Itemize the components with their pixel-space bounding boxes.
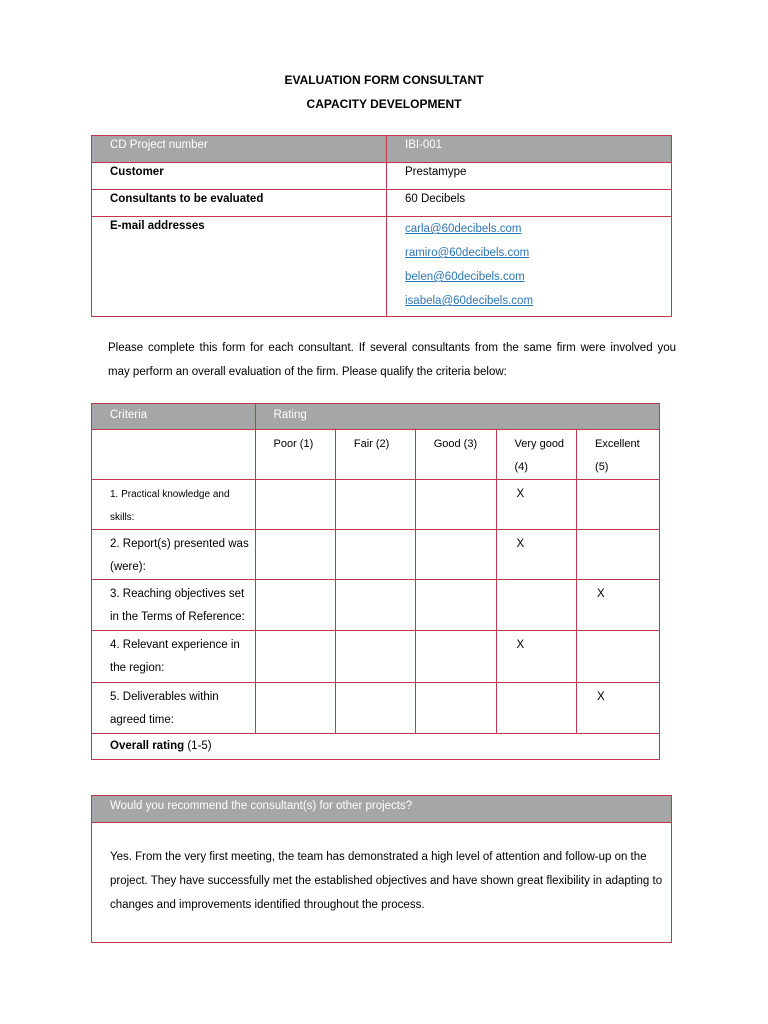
- email-link-ramiro[interactable]: ramiro@60decibels.com: [405, 247, 530, 259]
- project-number-label: CD Project number: [92, 136, 387, 163]
- instructions-line: Please complete this form for each consultant. If several consultants from the same firm were involved you: [108, 342, 676, 354]
- email-label: E-mail addresses: [92, 217, 387, 317]
- criterion-label: 3. Reaching objectives set in the Terms of Reference:: [92, 580, 256, 631]
- project-number-value: IBI-001: [387, 136, 672, 163]
- table-row: [92, 683, 660, 734]
- criterion-label: 1. Practical knowledge and skills:: [92, 480, 256, 530]
- table-row: [92, 530, 660, 580]
- email-link-belen[interactable]: belen@60decibels.com: [405, 271, 525, 283]
- rating-header: Rating: [255, 404, 659, 430]
- consultants-label: Consultants to be evaluated: [92, 190, 387, 217]
- rating-mark: X: [496, 631, 577, 683]
- col-excellent: Excellent (5): [577, 430, 660, 480]
- answer-line: project. They have successfully met the established objectives and have shown great flexibility in adapting to: [110, 875, 663, 887]
- customer-value: Prestamype: [387, 163, 672, 190]
- consultants-value: 60 Decibels: [387, 190, 672, 217]
- overall-rating-scale: (1-5): [187, 740, 212, 752]
- email-link-isabela[interactable]: isabela@60decibels.com: [405, 295, 534, 307]
- answer-line: changes and improvements identified throughout the process.: [110, 899, 425, 911]
- rating-mark: X: [496, 480, 577, 530]
- recommend-answer: [92, 823, 672, 943]
- form-subtitle: CAPACITY DEVELOPMENT: [306, 97, 462, 111]
- table-row: [92, 631, 660, 683]
- col-poor: Poor (1): [255, 430, 335, 480]
- customer-label: Customer: [92, 163, 387, 190]
- criteria-header: Criteria: [92, 404, 256, 430]
- overall-rating: [92, 734, 660, 760]
- recommendation-table: [91, 795, 672, 943]
- criterion-label: 2. Report(s) presented was (were):: [92, 530, 256, 580]
- rating-table: [91, 403, 660, 760]
- col-good: Good (3): [415, 430, 496, 480]
- rating-mark: X: [496, 530, 577, 580]
- criterion-label: 4. Relevant experience in the region:: [92, 631, 256, 683]
- rating-mark: X: [577, 683, 660, 734]
- table-row: [92, 580, 660, 631]
- table-row: [92, 480, 660, 530]
- col-fair: Fair (2): [335, 430, 415, 480]
- email-link-carla[interactable]: carla@60decibels.com: [405, 223, 522, 235]
- criteria-blank-cell: [92, 430, 256, 480]
- col-very-good: Very good (4): [496, 430, 577, 480]
- email-list: [387, 217, 672, 317]
- instructions-line: may perform an overall evaluation of the firm. Please qualify the criteria below:: [108, 366, 507, 378]
- answer-line: Yes. From the very first meeting, the team has demonstrated a high level of attention and follow-up on the: [110, 851, 647, 863]
- project-info-table: [91, 135, 672, 317]
- rating-mark: X: [577, 580, 660, 631]
- recommend-question: Would you recommend the consultant(s) for other projects?: [92, 796, 672, 823]
- form-title: EVALUATION FORM CONSULTANT: [284, 73, 484, 87]
- instructions: [108, 336, 676, 384]
- criterion-label: 5. Deliverables within agreed time:: [92, 683, 256, 734]
- overall-rating-label: Overall rating: [110, 740, 185, 752]
